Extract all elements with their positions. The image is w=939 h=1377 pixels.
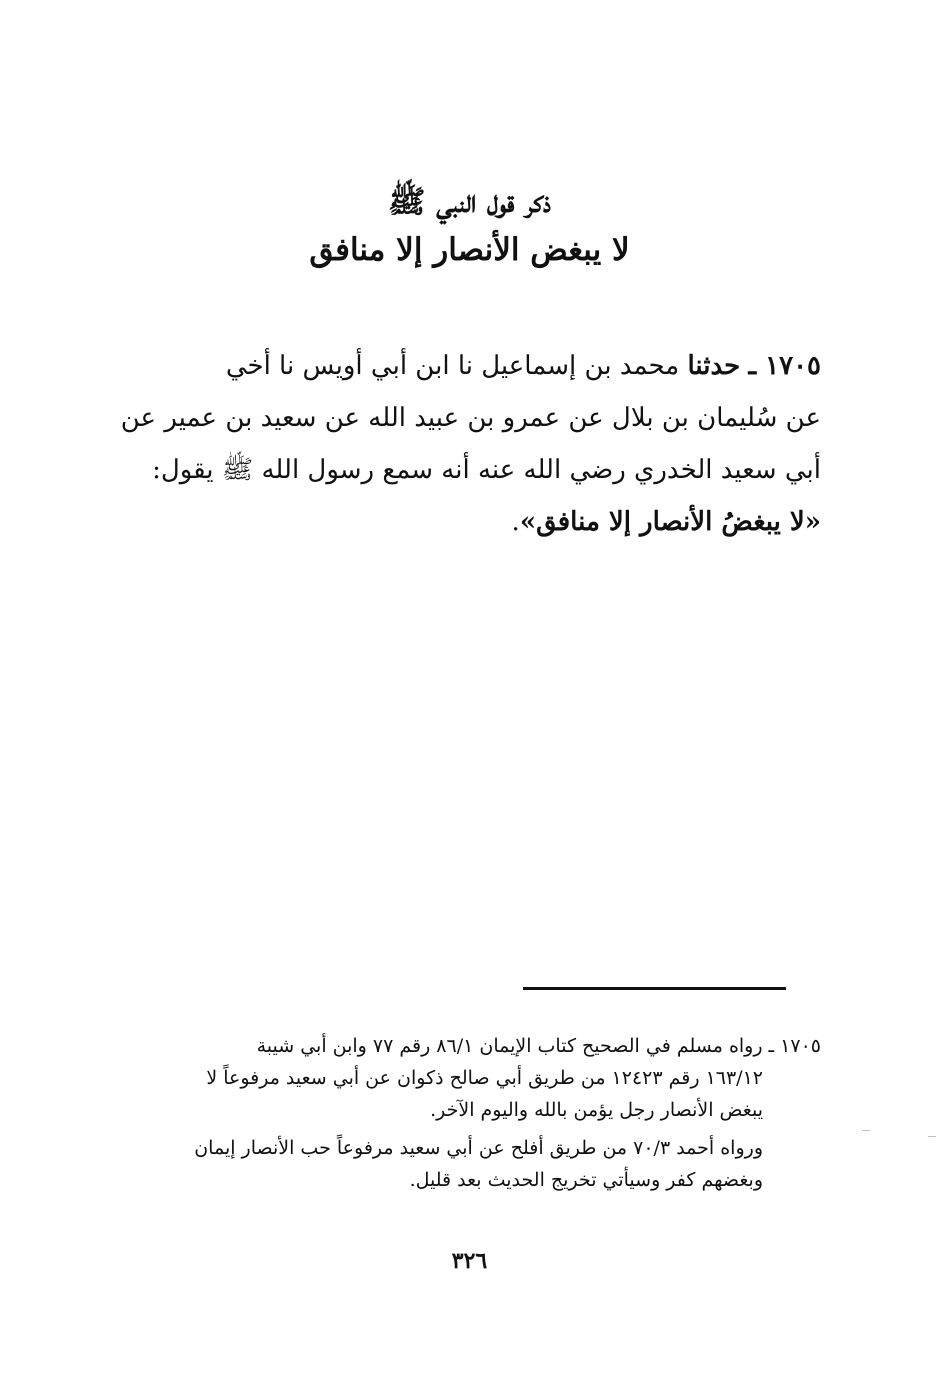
chapter-heading-line-1: ذكر قول النبي ﷺ [387,184,552,220]
hadith-line-3: أبي سعيد الخدري رضي الله عنه أنه سمع رسول الله ﷺ يقول: [152,455,821,485]
hadith-number: ١٧٠٥ ـ [748,351,821,381]
footnote-line-3: يبغض الأنصار رجل يؤمن بالله واليوم الآخر. [430,1099,763,1121]
hadith-quote: «لا يبغضُ الأنصار إلا منافق» [519,507,821,537]
footnote-line-5: وبغضهم كفر وسيأتي تخريج الحديث بعد قليل. [409,1169,763,1191]
hadith-line-2: عن سُليمان بن بلال عن عمرو بن عبيد الله عن سعيد بن عمير عن [120,403,821,433]
footnote-separator [523,987,786,990]
footnotes [111,1030,821,1196]
hadith-line-1 [116,340,821,392]
footnote-line-4: ورواه أحمد ٧٠/٣ من طريق أفلح عن أبي سعيد مرفوعاً حب الأنصار إيمان [194,1137,763,1159]
hadith-line-4 [116,496,821,548]
scan-artifact-mark [928,1136,936,1137]
hadith-text [116,340,821,548]
hadith-opening: حدثنا [687,351,741,381]
footnote-line-2: ١٦٣/١٢ رقم ١٢٤٢٣ من طريق أبي صالح ذكوان عن أبي سعيد مرفوعاً لا [206,1067,763,1089]
scan-artifact-mark [862,1130,870,1131]
page-number: ٣٢٦ [451,1248,488,1274]
hadith-quote-end: . [511,507,520,537]
hadith-chain-start: محمد بن إسماعيل نا ابن أبي أويس نا أخي [225,351,680,381]
chapter-heading-line-2: لا يبغض الأنصار إلا منافق [309,232,630,268]
footnote-line-1: ١٧٠٥ ـ رواه مسلم في الصحيح كتاب الإيمان ٨٦/١ رقم ٧٧ وابن أبي شيبة [256,1035,821,1057]
